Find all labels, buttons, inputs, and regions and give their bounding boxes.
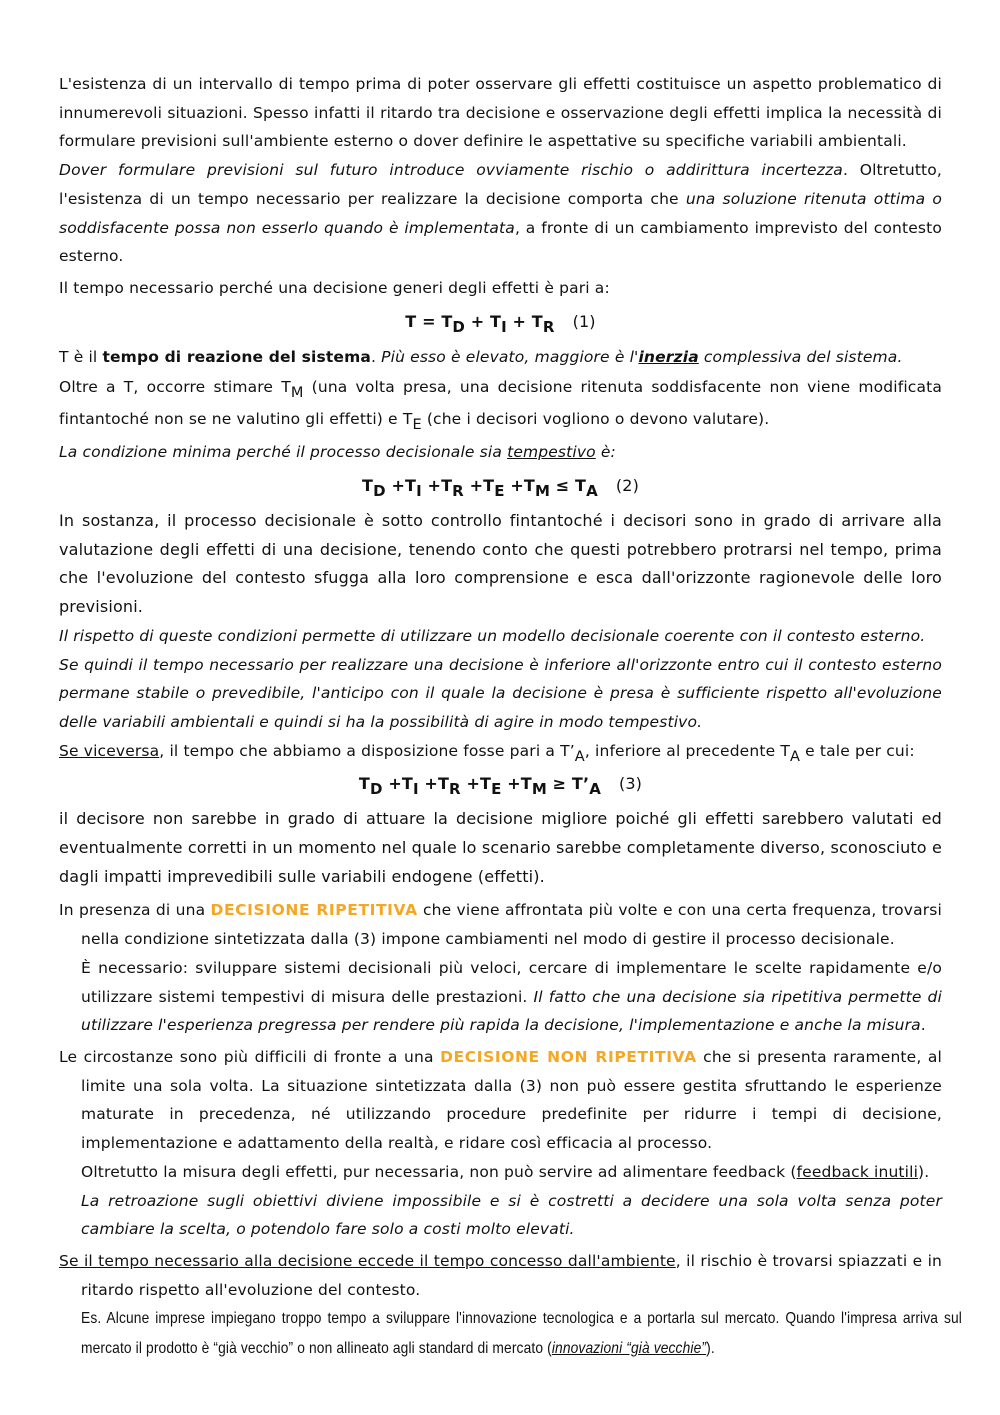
paragraph-time-needed: Il tempo necessario perché una decisione generi degli effetti è pari a: xyxy=(59,278,610,297)
underlined-term: innovazioni “già vecchie” xyxy=(551,1340,707,1358)
equation-expression: $T_D +T_I +T_R +T_E +T_M$ ≥ $T’_A$ xyxy=(358,774,601,799)
italic-text: Dover formulare previsioni sul futuro introduce ovviamente rischio o addirittura incertezza xyxy=(59,161,843,180)
equation-number: (2) xyxy=(615,476,639,496)
paragraph-se-viceversa: Se viceversa, il tempo che abbiamo a disposizione fosse pari a T’A, inferiore al precedente TA e tale per cui: xyxy=(59,741,915,765)
equation-expression: $T_D +T_I +T_R +T_E +T_M \le T_A$ xyxy=(362,476,598,501)
equation-3 xyxy=(59,769,942,799)
bold-underlined-term: inerzia xyxy=(638,347,699,366)
underlined-term: feedback inutili xyxy=(796,1162,919,1181)
paragraph-decisione-ripetitiva: In presenza di una DECISIONE RIPETITIVA che viene affrontata più volte e con una certa frequenza, trovarsi nella condizione sintetizzata dalla (3) impone cambiamenti nel modo di gestire il processo decisionale. xyxy=(59,901,942,949)
paragraph-example: Es. Alcune imprese impiegano troppo tempo a sviluppare l'innovazione tecnologica e a portarla sul mercato. Quando l'impresa arriva sul mercato il prodotto è “già vecchio” o non allineato agli standard di mercato (innovazioni “già vecchie”). xyxy=(81,1310,962,1358)
underlined-term: tempestivo xyxy=(507,443,596,462)
paragraph-se-quindi: Se quindi il tempo necessario per realizzare una decisione è inferiore all'orizzonte entro cui il contesto esterno permane stabile o prevedibile, l'anticipo con il quale la decisione è presa è sufficiente rispetto all'evoluzione delle variabili ambientali e quindi si ha la possibilità di agire in modo tempestivo. xyxy=(59,655,942,731)
highlight-term: DECISIONE RIPETITIVA xyxy=(210,901,418,920)
text: . Oltretutto, l'esistenza di un tempo necessario per realizzare la decisione comporta che xyxy=(59,161,942,208)
bold-term: tempo di reazione del sistema xyxy=(102,347,371,366)
equation-expression: $T = T_D + T_I + T_R$ xyxy=(405,311,555,336)
paragraph-retroazione: La retroazione sugli obiettivi diviene impossibile e si è costretti a decidere una sola volta senza poter cambiare la scelta, o potendolo fare solo a costi molto elevati. xyxy=(81,1191,942,1239)
equation-1 xyxy=(59,307,942,337)
paragraph-reaction-time: T è il tempo di reazione del sistema. Più esso è elevato, maggiore è l'inerzia complessiva del sistema. xyxy=(59,347,903,366)
example-wrapper xyxy=(59,1304,962,1364)
paragraph-estimate: Oltre a T, occorre stimare TM (una volta presa, una decisione ritenuta soddisfacente non viene modificata fintantoché non se ne valutino gli effetti) e TE (che i decisori vogliono o devono valutare). xyxy=(59,378,942,434)
paragraph-risk xyxy=(59,156,942,271)
italic-text: una soluzione ritenuta ottima o soddisfacente possa non esserlo quando è implementata xyxy=(59,189,942,237)
paragraph-decisione-non-ripetitiva: Le circostanze sono più difficili di fronte a una DECISIONE NON RIPETITIVA che si presenta raramente, al limite una sola volta. La situazione sintetizzata dalla (3) non può essere gestita sfruttando le esperienze maturate in precedenza, né utilizzando procedure predefinite per ridurre i tempi di decisione, implementazione e adattamento della realtà, e ridare così efficacia al processo. xyxy=(59,1047,942,1153)
paragraph-decisore: il decisore non sarebbe in grado di attuare la decisione migliore poiché gli effetti sarebbero valutati ed eventualmente corretti in un momento nel quale lo scenario sarebbe completamente diverso, sconosciuto e dagli impatti imprevedibili sulle variabili endogene (effetti). xyxy=(59,809,942,886)
underlined-term: Se il tempo necessario alla decisione eccede il tempo concesso dall'ambiente xyxy=(59,1251,676,1270)
text: , a fronte di un cambiamento imprevisto del contesto esterno. xyxy=(59,218,943,266)
paragraph-in-sostanza: In sostanza, il processo decisionale è sotto controllo fintantoché i decisori sono in grado di arrivare alla valutazione degli effetti di una decisione, tenendo conto che questi potrebbero protrarsi nel tempo, prima che l'evoluzione del contesto sfugga alla loro comprensione e esca dall'orizzonte ragionevole delle loro previsioni. xyxy=(59,511,942,617)
equation-number: (1) xyxy=(572,311,596,331)
highlight-term: DECISIONE NON RIPETITIVA xyxy=(440,1047,697,1066)
paragraph-conditions: Il rispetto di queste condizioni permette di utilizzare un modello decisionale coerente con il contesto esterno. xyxy=(59,626,926,645)
paragraph-intro: L'esistenza di un intervallo di tempo prima di poter osservare gli effetti costituisce un aspetto problematico di innumerevoli situazioni. Spesso infatti il ritardo tra decisione e osservazione degli effetti implica la necessità di formulare previsioni sull'ambiente esterno o dover definire le aspettative su specifiche variabili ambientali. xyxy=(59,75,942,151)
paragraph-necessario: È necessario: sviluppare sistemi decisionali più veloci, cercare di implementare le scelte rapidamente e/o utilizzare sistemi tempestivi di misura delle prestazioni. Il fatto che una decisione sia ripetitiva permette di utilizzare l'esperienza pregressa per rendere più rapida la decisione, l'implementazione e anche la misura. xyxy=(81,958,942,1035)
equation-number: (3) xyxy=(618,774,643,794)
paragraph-minimum-condition: La condizione minima perché il processo decisionale sia tempestivo è: xyxy=(59,443,616,462)
underlined-term: Se viceversa xyxy=(59,741,160,760)
equation-2 xyxy=(59,471,942,501)
paragraph-tempo-eccede: Se il tempo necessario alla decisione eccede il tempo concesso dall'ambiente, il rischio è trovarsi spiazzati e in ritardo rispetto all'evoluzione del contesto. xyxy=(59,1251,942,1299)
paragraph-feedback: Oltretutto la misura degli effetti, pur necessaria, non può servire ad alimentare feedback (feedback inutili). xyxy=(81,1162,930,1181)
